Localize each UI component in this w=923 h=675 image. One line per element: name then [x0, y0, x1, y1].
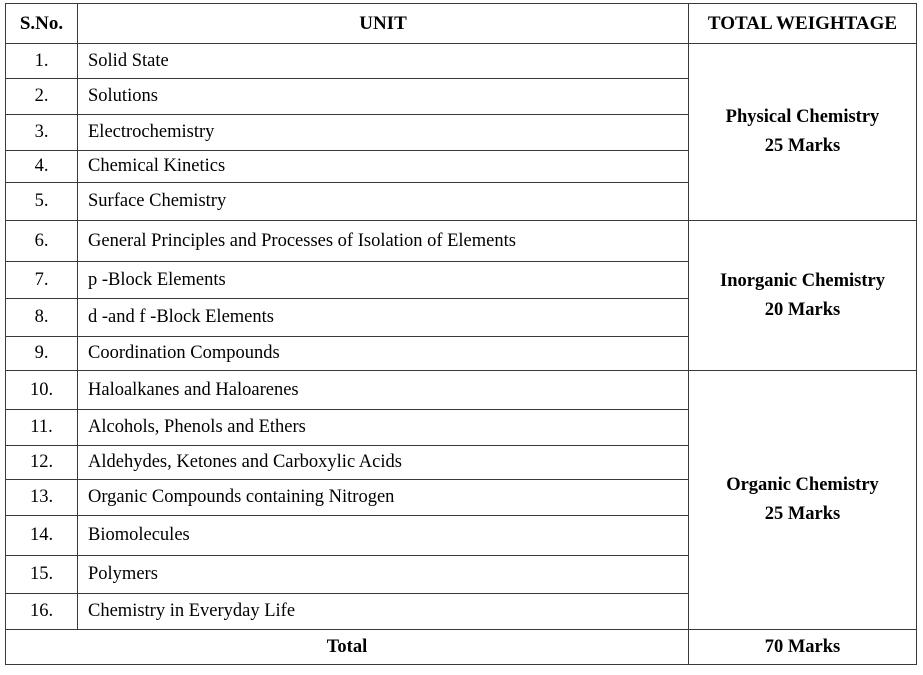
total-row	[6, 630, 917, 665]
row-sno: 15.	[6, 556, 78, 594]
group-marks: 25 Marks	[764, 504, 841, 524]
group-weightage-inorganic	[689, 221, 917, 371]
row-unit: p -Block Elements	[78, 262, 689, 299]
weightage-header: TOTAL WEIGHTAGE	[689, 4, 917, 44]
table-row	[6, 221, 917, 262]
row-unit: Coordination Compounds	[78, 337, 689, 371]
row-unit: Haloalkanes and Haloarenes	[78, 371, 689, 410]
row-sno: 5.	[6, 183, 78, 221]
row-sno: 3.	[6, 115, 78, 151]
group-weightage-physical	[689, 44, 917, 221]
sno-header: S.No.	[6, 4, 78, 44]
row-sno: 6.	[6, 221, 78, 262]
row-unit: Chemical Kinetics	[78, 151, 689, 183]
row-unit: Biomolecules	[78, 516, 689, 556]
row-sno: 10.	[6, 371, 78, 410]
weightage-table	[5, 3, 917, 665]
group-name: Organic Chemistry	[726, 475, 879, 495]
header-row	[6, 4, 917, 44]
row-unit: Organic Compounds containing Nitrogen	[78, 480, 689, 516]
row-unit: Solutions	[78, 79, 689, 115]
row-unit: Alcohols, Phenols and Ethers	[78, 410, 689, 446]
row-unit: Solid State	[78, 44, 689, 79]
row-sno: 13.	[6, 480, 78, 516]
row-sno: 14.	[6, 516, 78, 556]
table-row	[6, 44, 917, 79]
table-row	[6, 371, 917, 410]
row-sno: 11.	[6, 410, 78, 446]
row-sno: 1.	[6, 44, 78, 79]
row-sno: 7.	[6, 262, 78, 299]
group-name: Physical Chemistry	[725, 107, 880, 127]
row-unit: Electrochemistry	[78, 115, 689, 151]
row-sno: 12.	[6, 446, 78, 480]
row-unit: General Principles and Processes of Isolation of Elements	[78, 221, 689, 262]
row-sno: 2.	[6, 79, 78, 115]
group-marks: 20 Marks	[764, 299, 841, 320]
row-unit: Aldehydes, Ketones and Carboxylic Acids	[78, 446, 689, 480]
row-sno: 8.	[6, 299, 78, 337]
total-label: Total	[6, 630, 689, 665]
unit-header: UNIT	[78, 4, 689, 44]
row-sno: 4.	[6, 151, 78, 183]
row-unit: Polymers	[78, 556, 689, 594]
group-marks: 25 Marks	[764, 136, 841, 156]
row-unit: Surface Chemistry	[78, 183, 689, 221]
row-unit: d -and f -Block Elements	[78, 299, 689, 337]
total-marks: 70 Marks	[689, 630, 917, 665]
row-unit: Chemistry in Everyday Life	[78, 594, 689, 630]
row-sno: 16.	[6, 594, 78, 630]
group-name: Inorganic Chemistry	[720, 270, 885, 291]
group-weightage-organic	[689, 371, 917, 630]
row-sno: 9.	[6, 337, 78, 371]
